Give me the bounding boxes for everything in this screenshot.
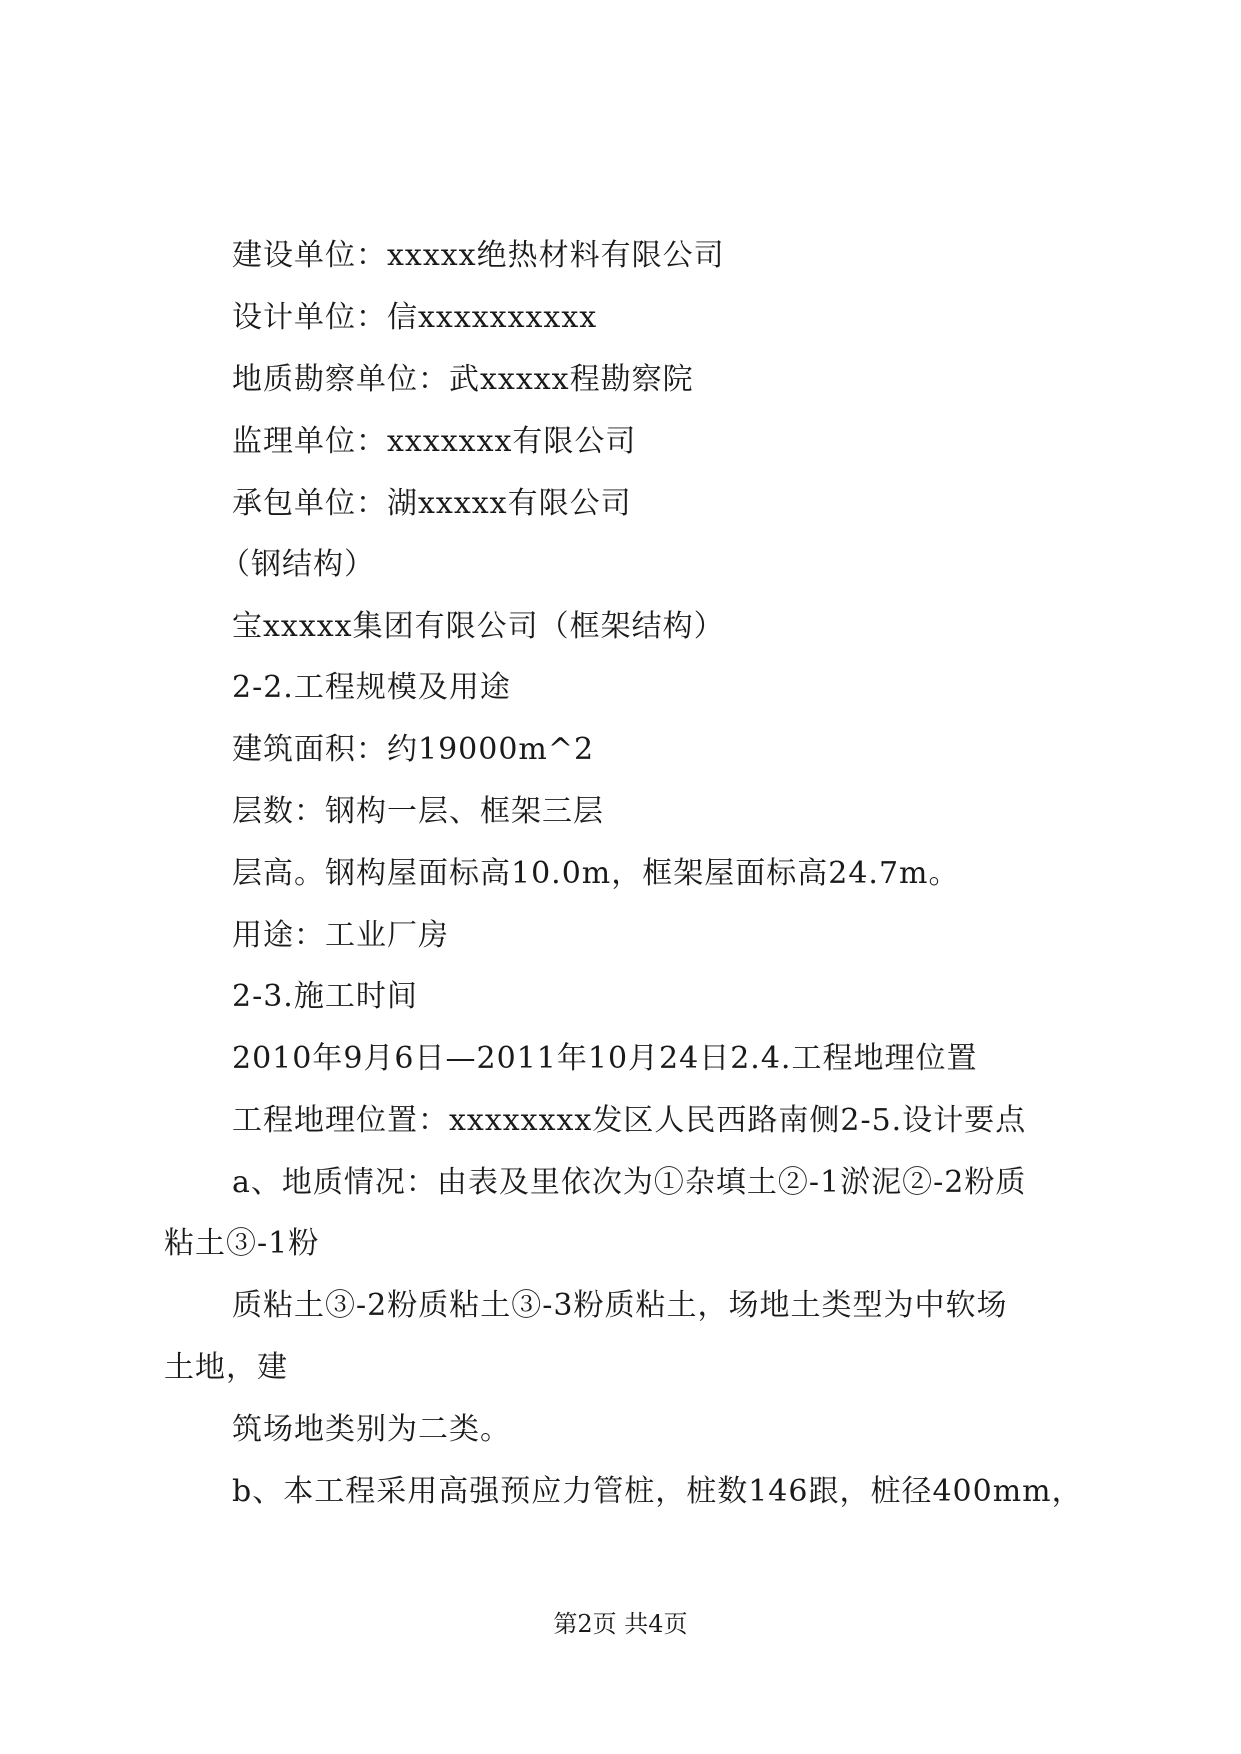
section-heading-scale: 2-2.工程规模及用途	[232, 670, 511, 705]
text-line-schedule-dates: 2010年9月6日—2011年10月24日2.4.工程地理位置	[232, 1041, 978, 1076]
text-line-supervision-unit: 监理单位：xxxxxxx有限公司	[232, 424, 637, 459]
page-footer: 第2页 共4页	[553, 1610, 688, 1638]
text-line-usage: 用途：工业厂房	[232, 918, 449, 953]
text-line-building-area: 建筑面积：约19000m^2	[232, 732, 595, 767]
text-line-location: 工程地理位置：xxxxxxxx发区人民西路南侧2-5.设计要点	[232, 1103, 1027, 1138]
text-line-piles-b: b、本工程采用高强预应力管桩，桩数146跟，桩径400mm，	[232, 1474, 1083, 1509]
text-line-floors: 层数：钢构一层、框架三层	[232, 794, 604, 829]
text-line-site-category: 筑场地类别为二类。	[232, 1412, 511, 1447]
text-line-geology-soil-cont: 土地，建	[164, 1350, 288, 1385]
text-line-steel-structure: （钢结构）	[220, 547, 375, 582]
text-line-survey-unit: 地质勘察单位：武xxxxx程勘察院	[232, 362, 694, 397]
text-line-contractor-unit: 承包单位：湖xxxxx有限公司	[232, 486, 632, 521]
text-line-frame-contractor: 宝xxxxx集团有限公司（框架结构）	[232, 609, 725, 644]
text-line-construction-unit: 建设单位：xxxxx绝热材料有限公司	[232, 238, 725, 273]
text-line-geology-a: a、地质情况：由表及里依次为①杂填土②-1淤泥②-2粉质	[232, 1165, 1027, 1200]
section-heading-schedule: 2-3.施工时间	[232, 979, 418, 1014]
text-line-geology-soil: 质粘土③-2粉质粘土③-3粉质粘土，场地土类型为中软场	[232, 1288, 1008, 1323]
text-line-design-unit: 设计单位：信xxxxxxxxxx	[232, 300, 598, 335]
text-line-geology-a-cont: 粘土③-1粉	[164, 1226, 320, 1261]
text-line-floor-height: 层高。钢构屋面标高10.0m，框架屋面标高24.7m。	[232, 856, 960, 891]
